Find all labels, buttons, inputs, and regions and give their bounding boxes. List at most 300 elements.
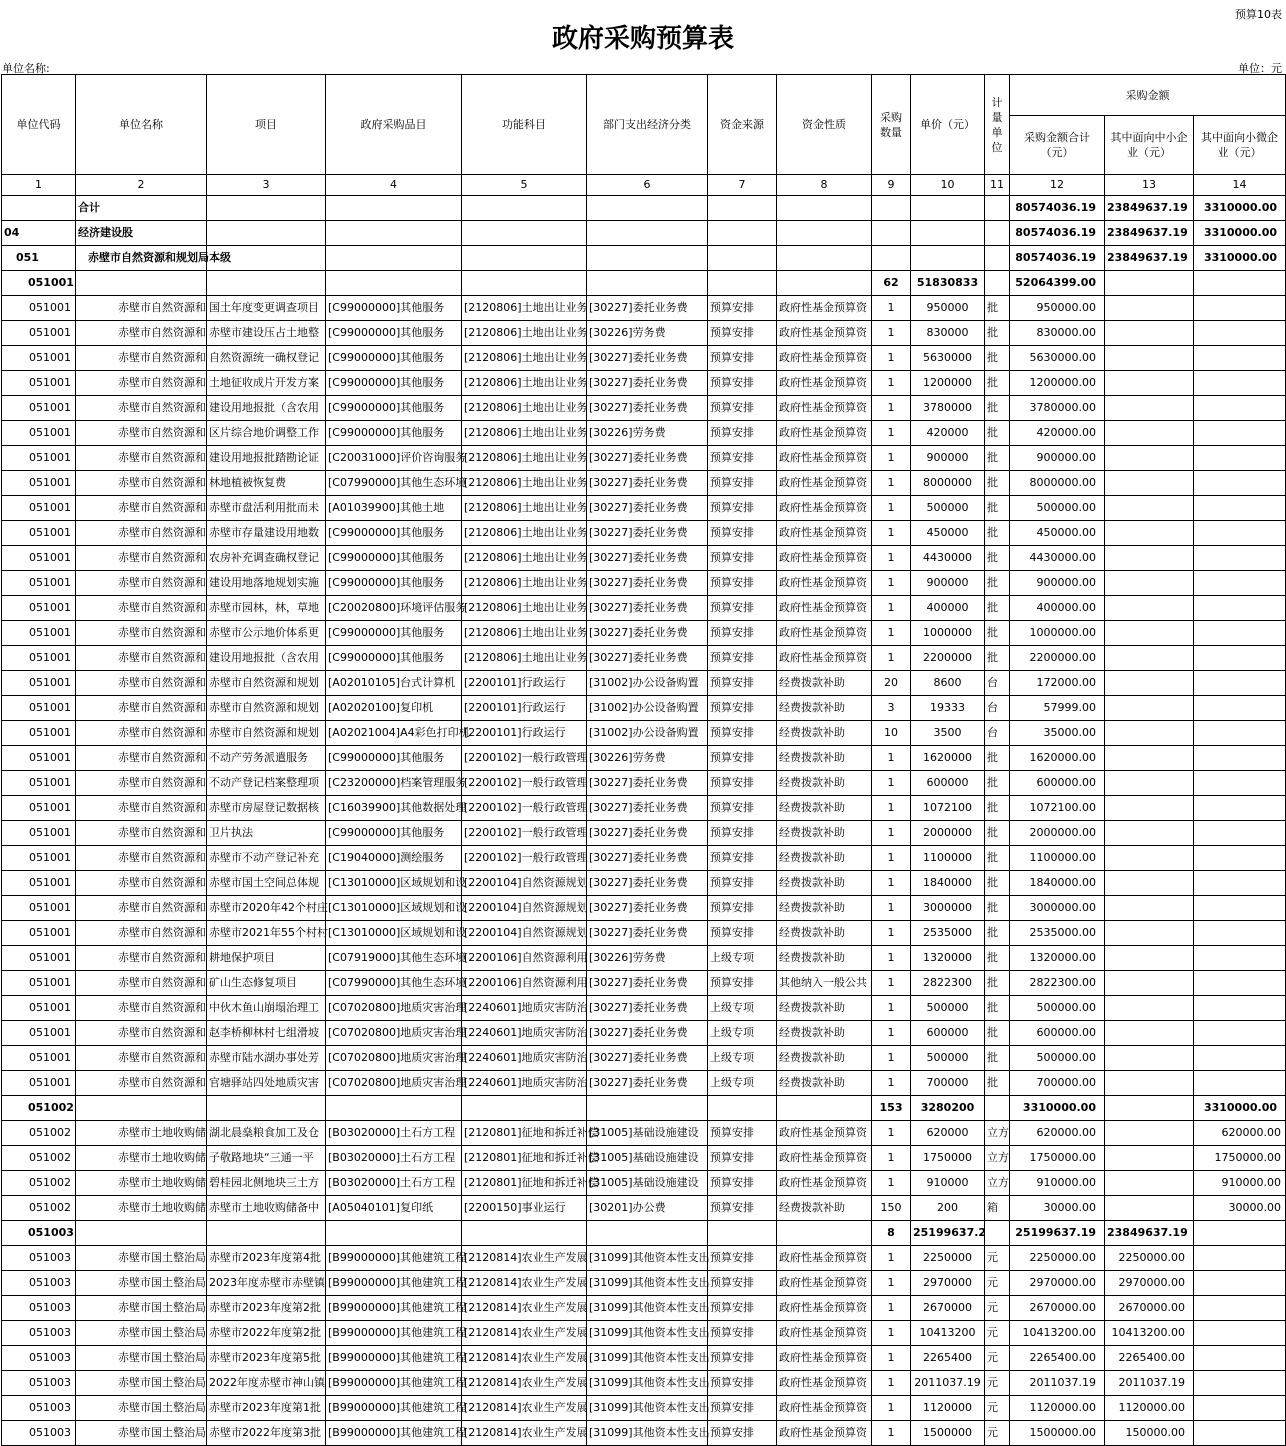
project-cell: 赤壁市公示地价体系更 xyxy=(207,621,326,646)
project-cell: 2022年度赤壁市神山镇 xyxy=(207,1371,326,1396)
amount-sme-cell: 10413200.00 xyxy=(1105,1321,1194,1346)
fund-source-cell: 预算安排 xyxy=(708,321,777,346)
econ-class-cell: [30227]委托业务费 xyxy=(587,446,708,471)
table-number-label: 预算10表 xyxy=(1235,8,1282,21)
qty-cell: 1 xyxy=(872,1246,911,1271)
func-subject-cell: [2120814]农业生产发展 xyxy=(462,1346,587,1371)
fund-nature-cell: 政府性基金预算资 xyxy=(777,1371,872,1396)
unit-code-cell: 051001 xyxy=(2,871,76,896)
econ-class-cell: [30227]委托业务费 xyxy=(587,821,708,846)
amount-total-cell: 5630000.00 xyxy=(1010,346,1105,371)
measure-cell: 批 xyxy=(985,396,1010,421)
amount-sme-cell xyxy=(1105,871,1194,896)
price-cell: 10413200 xyxy=(911,1321,985,1346)
amount-total-cell: 3310000.00 xyxy=(1010,1096,1105,1121)
amount-micro-cell xyxy=(1194,996,1286,1021)
table-row xyxy=(2,771,1286,796)
func-subject-cell: [2200104]自然资源规划 xyxy=(462,896,587,921)
table-row xyxy=(2,1246,1286,1271)
econ-class-cell: [30226]劳务费 xyxy=(587,946,708,971)
unit-code-cell: 051001 xyxy=(2,596,76,621)
amount-total-cell: 2822300.00 xyxy=(1010,971,1105,996)
empty-cell xyxy=(587,271,708,296)
qty-cell: 20 xyxy=(872,671,911,696)
amount-micro-cell xyxy=(1194,771,1286,796)
column-number: 14 xyxy=(1194,175,1286,196)
func-subject-cell: [2120806]土地出让业务 xyxy=(462,621,587,646)
econ-class-cell: [31005]基础设施建设 xyxy=(587,1171,708,1196)
func-subject-cell: [2120814]农业生产发展 xyxy=(462,1396,587,1421)
project-cell: 赤壁市2022年度第3批 xyxy=(207,1421,326,1446)
gov-item-cell: [C23200000]档案管理服务 xyxy=(326,771,462,796)
empty-cell xyxy=(462,196,587,221)
amount-sme-cell xyxy=(1105,1146,1194,1171)
econ-class-cell: [31005]基础设施建设 xyxy=(587,1146,708,1171)
amount-sme-cell xyxy=(1105,396,1194,421)
fund-nature-cell: 经费拨款补助 xyxy=(777,1046,872,1071)
amount-micro-cell xyxy=(1194,421,1286,446)
table-row xyxy=(2,696,1286,721)
qty-cell: 1 xyxy=(872,1346,911,1371)
measure-cell: 台 xyxy=(985,671,1010,696)
amount-total-cell: 900000.00 xyxy=(1010,446,1105,471)
func-subject-cell: [2120806]土地出让业务 xyxy=(462,646,587,671)
project-cell: 赤壁市建设压占土地整 xyxy=(207,321,326,346)
unit-code-cell: 051003 xyxy=(2,1346,76,1371)
qty-cell: 1 xyxy=(872,1021,911,1046)
empty-cell xyxy=(708,196,777,221)
price-cell: 1500000 xyxy=(911,1421,985,1446)
empty-cell xyxy=(462,271,587,296)
func-subject-cell: [2200150]事业运行 xyxy=(462,1196,587,1221)
project-cell: 自然资源统一确权登记 xyxy=(207,346,326,371)
fund-source-cell: 预算安排 xyxy=(708,721,777,746)
func-subject-cell: [2120806]土地出让业务 xyxy=(462,571,587,596)
project-cell: 建设用地报批踏勘论证 xyxy=(207,446,326,471)
amount-sme-cell xyxy=(1105,921,1194,946)
amount-micro-cell xyxy=(1194,596,1286,621)
project-cell: 碧桂园北侧地块三土方 xyxy=(207,1171,326,1196)
amount-sme-cell: 23849637.19 xyxy=(1105,1221,1194,1246)
amount-total-cell: 172000.00 xyxy=(1010,671,1105,696)
unit-code-cell: 051001 xyxy=(2,821,76,846)
amount-total-cell: 4430000.00 xyxy=(1010,546,1105,571)
empty-cell xyxy=(777,1221,872,1246)
gov-item-cell: [C99000000]其他服务 xyxy=(326,621,462,646)
measure-cell: 元 xyxy=(985,1246,1010,1271)
qty-cell: 1 xyxy=(872,1271,911,1296)
fund-source-cell: 预算安排 xyxy=(708,1371,777,1396)
project-cell: 赤壁市2021年55个村村 xyxy=(207,921,326,946)
price-cell: 1100000 xyxy=(911,846,985,871)
econ-class-cell: [30227]委托业务费 xyxy=(587,771,708,796)
func-subject-cell: [2120814]农业生产发展 xyxy=(462,1321,587,1346)
func-subject-cell: [2120814]农业生产发展 xyxy=(462,1421,587,1446)
amount-total-cell: 910000.00 xyxy=(1010,1171,1105,1196)
econ-class-cell: [30227]委托业务费 xyxy=(587,646,708,671)
price-cell: 900000 xyxy=(911,446,985,471)
measure-cell: 批 xyxy=(985,1071,1010,1096)
empty-cell xyxy=(985,271,1010,296)
fund-nature-cell: 政府性基金预算资 xyxy=(777,1146,872,1171)
project-cell: 卫片执法 xyxy=(207,821,326,846)
measure-cell: 立方 xyxy=(985,1146,1010,1171)
amount-total-cell: 620000.00 xyxy=(1010,1121,1105,1146)
project-cell: 赤壁市陆水湖办事处芳 xyxy=(207,1046,326,1071)
unit-name-cell: 赤壁市自然资源和 xyxy=(76,971,207,996)
summary-row xyxy=(2,221,1286,246)
unit-code-cell: 051001 xyxy=(2,646,76,671)
measure-cell: 批 xyxy=(985,921,1010,946)
project-cell: 林地植被恢复费 xyxy=(207,471,326,496)
empty-cell xyxy=(708,1221,777,1246)
fund-nature-cell: 政府性基金预算资 xyxy=(777,596,872,621)
column-number: 10 xyxy=(911,175,985,196)
empty-cell xyxy=(985,246,1010,271)
fund-source-cell: 预算安排 xyxy=(708,1171,777,1196)
empty-cell xyxy=(872,246,911,271)
unit-name-cell: 赤壁市自然资源和 xyxy=(76,496,207,521)
project-cell: 赤壁市2023年度第4批 xyxy=(207,1246,326,1271)
econ-class-cell: [31099]其他资本性支出 xyxy=(587,1421,708,1446)
price-cell: 3280200 xyxy=(911,1096,985,1121)
amount-micro-cell: 3310000.00 xyxy=(1194,1096,1286,1121)
fund-source-cell: 预算安排 xyxy=(708,846,777,871)
unit-name-cell: 合计 xyxy=(76,196,207,221)
qty-cell: 1 xyxy=(872,1046,911,1071)
project-cell: 赤壁市2022年度第2批 xyxy=(207,1321,326,1346)
fund-source-cell: 预算安排 xyxy=(708,771,777,796)
amount-micro-cell xyxy=(1194,296,1286,321)
qty-cell: 1 xyxy=(872,946,911,971)
fund-source-cell: 预算安排 xyxy=(708,546,777,571)
amount-sme-cell xyxy=(1105,296,1194,321)
qty-cell: 1 xyxy=(872,896,911,921)
price-cell: 2265400 xyxy=(911,1346,985,1371)
amount-micro-cell xyxy=(1194,896,1286,921)
unit-code-cell: 051001 xyxy=(2,271,76,296)
amount-sme-cell xyxy=(1105,646,1194,671)
unit-name-cell: 赤壁市自然资源和 xyxy=(76,821,207,846)
measure-cell: 批 xyxy=(985,296,1010,321)
project-cell: 赤壁市园林，林，草地 xyxy=(207,596,326,621)
amount-micro-cell xyxy=(1194,646,1286,671)
unit-code-cell: 051001 xyxy=(2,396,76,421)
fund-nature-cell: 政府性基金预算资 xyxy=(777,646,872,671)
unit-name-cell: 赤壁市自然资源和 xyxy=(76,571,207,596)
func-subject-cell: [2240601]地质灾害防治 xyxy=(462,1021,587,1046)
table-row xyxy=(2,746,1286,771)
econ-class-cell: [30227]委托业务费 xyxy=(587,596,708,621)
measure-cell: 立方 xyxy=(985,1121,1010,1146)
amount-sme-cell xyxy=(1105,621,1194,646)
fund-source-cell: 预算安排 xyxy=(708,1321,777,1346)
summary-row xyxy=(2,246,1286,271)
fund-nature-cell: 政府性基金预算资 xyxy=(777,396,872,421)
fund-source-cell: 预算安排 xyxy=(708,746,777,771)
header-fund-source: 资金来源 xyxy=(708,75,777,175)
fund-source-cell: 预算安排 xyxy=(708,1346,777,1371)
project-cell: 不动产劳务派遣服务 xyxy=(207,746,326,771)
func-subject-cell: [2120814]农业生产发展 xyxy=(462,1246,587,1271)
qty-cell: 1 xyxy=(872,1396,911,1421)
unit-name-cell: 赤壁市自然资源和 xyxy=(76,1071,207,1096)
header-unit-code: 单位代码 xyxy=(2,75,76,175)
fund-source-cell: 预算安排 xyxy=(708,1146,777,1171)
unit-name-cell: 赤壁市自然资源和 xyxy=(76,421,207,446)
unit-code-cell: 051001 xyxy=(2,996,76,1021)
table-row xyxy=(2,871,1286,896)
amount-micro-cell xyxy=(1194,1371,1286,1396)
project-cell: 矿山生态修复项目 xyxy=(207,971,326,996)
column-number: 3 xyxy=(207,175,326,196)
qty-cell: 1 xyxy=(872,346,911,371)
unit-code-cell: 051003 xyxy=(2,1271,76,1296)
price-cell: 8600 xyxy=(911,671,985,696)
unit-name-cell: 赤壁市自然资源和 xyxy=(76,296,207,321)
amount-micro-cell xyxy=(1194,796,1286,821)
amount-total-cell: 1500000.00 xyxy=(1010,1421,1105,1446)
measure-cell: 批 xyxy=(985,621,1010,646)
amount-sme-cell xyxy=(1105,496,1194,521)
project-cell: 赤壁市2023年度第2批 xyxy=(207,1296,326,1321)
price-cell: 1120000 xyxy=(911,1396,985,1421)
price-cell: 2535000 xyxy=(911,921,985,946)
fund-nature-cell: 经费拨款补助 xyxy=(777,896,872,921)
amount-total-cell: 2670000.00 xyxy=(1010,1296,1105,1321)
fund-source-cell: 预算安排 xyxy=(708,621,777,646)
amount-micro-cell xyxy=(1194,621,1286,646)
measure-cell: 批 xyxy=(985,871,1010,896)
fund-source-cell: 预算安排 xyxy=(708,1196,777,1221)
qty-cell: 1 xyxy=(872,1171,911,1196)
amount-total-cell: 500000.00 xyxy=(1010,496,1105,521)
measure-cell: 元 xyxy=(985,1271,1010,1296)
econ-class-cell: [30227]委托业务费 xyxy=(587,521,708,546)
table-row xyxy=(2,296,1286,321)
amount-sme-cell xyxy=(1105,421,1194,446)
unit-code-cell: 051001 xyxy=(2,721,76,746)
empty-cell xyxy=(777,246,872,271)
fund-source-cell: 上级专项 xyxy=(708,1021,777,1046)
unit-code-cell: 051002 xyxy=(2,1096,76,1121)
gov-item-cell: [C99000000]其他服务 xyxy=(326,746,462,771)
measure-cell: 元 xyxy=(985,1296,1010,1321)
amount-sme-cell xyxy=(1105,746,1194,771)
header-gov-item: 政府采购品目 xyxy=(326,75,462,175)
unit-name-cell: 赤壁市自然资源和 xyxy=(76,846,207,871)
fund-nature-cell: 政府性基金预算资 xyxy=(777,296,872,321)
empty-cell xyxy=(872,221,911,246)
fund-source-cell: 预算安排 xyxy=(708,1121,777,1146)
unit-code-cell: 051002 xyxy=(2,1121,76,1146)
func-subject-cell: [2200102]一般行政管理 xyxy=(462,746,587,771)
table-row xyxy=(2,321,1286,346)
price-cell: 700000 xyxy=(911,1071,985,1096)
unit-code-cell: 051001 xyxy=(2,571,76,596)
fund-nature-cell: 经费拨款补助 xyxy=(777,921,872,946)
price-cell: 3500 xyxy=(911,721,985,746)
unit-name-cell: 赤壁市自然资源和 xyxy=(76,396,207,421)
price-cell: 2011037.19 xyxy=(911,1371,985,1396)
table-row xyxy=(2,421,1286,446)
project-cell: 官塘驿站四处地质灾害 xyxy=(207,1071,326,1096)
header-amount-sme: 其中面向中小企业（元） xyxy=(1105,116,1194,175)
fund-nature-cell: 经费拨款补助 xyxy=(777,771,872,796)
price-cell: 830000 xyxy=(911,321,985,346)
column-number-row xyxy=(2,175,1286,196)
unit-code-cell: 051001 xyxy=(2,671,76,696)
fund-source-cell: 预算安排 xyxy=(708,971,777,996)
empty-cell xyxy=(708,246,777,271)
column-number: 11 xyxy=(985,175,1010,196)
table-row xyxy=(2,1121,1286,1146)
fund-source-cell: 预算安排 xyxy=(708,1396,777,1421)
empty-cell xyxy=(911,246,985,271)
amount-micro-cell xyxy=(1194,946,1286,971)
project-cell: 赤壁市土地收购储备中 xyxy=(207,1196,326,1221)
table-row xyxy=(2,996,1286,1021)
unit-name-cell: 赤壁市国土整治局 xyxy=(76,1296,207,1321)
empty-cell xyxy=(462,1096,587,1121)
func-subject-cell: [2120806]土地出让业务 xyxy=(462,446,587,471)
func-subject-cell: [2200102]一般行政管理 xyxy=(462,771,587,796)
fund-nature-cell: 经费拨款补助 xyxy=(777,821,872,846)
econ-class-cell: [31005]基础设施建设 xyxy=(587,1121,708,1146)
measure-cell: 批 xyxy=(985,546,1010,571)
fund-nature-cell: 经费拨款补助 xyxy=(777,1196,872,1221)
table-row xyxy=(2,371,1286,396)
qty-cell: 1 xyxy=(872,296,911,321)
gov-item-cell: [C13010000]区域规划和设 xyxy=(326,921,462,946)
fund-nature-cell: 政府性基金预算资 xyxy=(777,1271,872,1296)
fund-source-cell: 预算安排 xyxy=(708,346,777,371)
gov-item-cell: [B03020000]土石方工程 xyxy=(326,1146,462,1171)
page-title: 政府采购预算表 xyxy=(551,24,734,54)
price-cell: 4430000 xyxy=(911,546,985,571)
gov-item-cell: [B99000000]其他建筑工程 xyxy=(326,1246,462,1271)
unit-name-cell: 赤壁市国土整治局 xyxy=(76,1321,207,1346)
column-number: 4 xyxy=(326,175,462,196)
econ-class-cell: [30227]委托业务费 xyxy=(587,1071,708,1096)
budget-table xyxy=(1,74,1286,1446)
price-cell: 3000000 xyxy=(911,896,985,921)
unit-code-cell: 051003 xyxy=(2,1296,76,1321)
gov-item-cell: [C99000000]其他服务 xyxy=(326,396,462,421)
empty-cell xyxy=(985,196,1010,221)
fund-nature-cell: 政府性基金预算资 xyxy=(777,1346,872,1371)
amount-sme-cell xyxy=(1105,1021,1194,1046)
amount-sme-cell xyxy=(1105,1071,1194,1096)
econ-class-cell: [30226]劳务费 xyxy=(587,746,708,771)
header-amount-group: 采购金额 xyxy=(1010,75,1286,116)
project-cell: 耕地保护项目 xyxy=(207,946,326,971)
empty-cell xyxy=(207,196,326,221)
func-subject-cell: [2120806]土地出让业务 xyxy=(462,596,587,621)
fund-nature-cell: 经费拨款补助 xyxy=(777,721,872,746)
unit-name-cell: 经济建设股 xyxy=(76,221,207,246)
empty-cell xyxy=(777,221,872,246)
price-cell: 1620000 xyxy=(911,746,985,771)
func-subject-cell: [2120806]土地出让业务 xyxy=(462,496,587,521)
econ-class-cell: [30227]委托业务费 xyxy=(587,471,708,496)
amount-total-cell: 2535000.00 xyxy=(1010,921,1105,946)
fund-source-cell: 预算安排 xyxy=(708,1296,777,1321)
fund-nature-cell: 经费拨款补助 xyxy=(777,996,872,1021)
measure-cell: 批 xyxy=(985,996,1010,1021)
table-row xyxy=(2,1396,1286,1421)
fund-nature-cell: 政府性基金预算资 xyxy=(777,1321,872,1346)
empty-cell xyxy=(587,221,708,246)
table-body xyxy=(2,175,1286,1446)
amount-sme-cell xyxy=(1105,771,1194,796)
table-row xyxy=(2,396,1286,421)
qty-cell: 1 xyxy=(872,496,911,521)
amount-micro-cell xyxy=(1194,1071,1286,1096)
gov-item-cell: [C13010000]区域规划和设 xyxy=(326,896,462,921)
fund-source-cell: 预算安排 xyxy=(708,446,777,471)
func-subject-cell: [2200104]自然资源规划 xyxy=(462,921,587,946)
amount-total-cell: 30000.00 xyxy=(1010,1196,1105,1221)
group-row xyxy=(2,1096,1286,1121)
fund-source-cell: 预算安排 xyxy=(708,1421,777,1446)
func-subject-cell: [2200101]行政运行 xyxy=(462,721,587,746)
empty-cell xyxy=(985,1096,1010,1121)
qty-cell: 1 xyxy=(872,446,911,471)
table-row xyxy=(2,1296,1286,1321)
measure-cell: 批 xyxy=(985,1021,1010,1046)
gov-item-cell: [B99000000]其他建筑工程 xyxy=(326,1346,462,1371)
amount-sme-cell xyxy=(1105,596,1194,621)
qty-cell: 1 xyxy=(872,796,911,821)
price-cell: 8000000 xyxy=(911,471,985,496)
price-cell: 51830833 xyxy=(911,271,985,296)
amount-sme-cell: 2265400.00 xyxy=(1105,1346,1194,1371)
table-row xyxy=(2,1196,1286,1221)
func-subject-cell: [2200106]自然资源利用 xyxy=(462,946,587,971)
gov-item-cell: [C07020800]地质灾害治理 xyxy=(326,1021,462,1046)
amount-micro-cell xyxy=(1194,471,1286,496)
fund-nature-cell: 其他纳入一般公共 xyxy=(777,971,872,996)
header-amount-total: 采购金额合计（元） xyxy=(1010,116,1105,175)
amount-micro-cell: 620000.00 xyxy=(1194,1121,1286,1146)
project-cell: 赤壁市自然资源和规划 xyxy=(207,696,326,721)
empty-cell xyxy=(207,271,326,296)
amount-micro-cell: 30000.00 xyxy=(1194,1196,1286,1221)
amount-micro-cell xyxy=(1194,671,1286,696)
func-subject-cell: [2120806]土地出让业务 xyxy=(462,471,587,496)
table-row xyxy=(2,1071,1286,1096)
table-row xyxy=(2,1171,1286,1196)
gov-item-cell: [A02010105]台式计算机 xyxy=(326,671,462,696)
unit-code-cell: 051002 xyxy=(2,1196,76,1221)
amount-sme-cell xyxy=(1105,446,1194,471)
func-subject-cell: [2120806]土地出让业务 xyxy=(462,396,587,421)
unit-name-cell: 赤壁市自然资源和 xyxy=(76,596,207,621)
amount-total-cell: 2250000.00 xyxy=(1010,1246,1105,1271)
project-cell: 赤壁市2023年度第5批 xyxy=(207,1346,326,1371)
amount-micro-cell xyxy=(1194,371,1286,396)
column-number: 6 xyxy=(587,175,708,196)
fund-nature-cell: 政府性基金预算资 xyxy=(777,371,872,396)
amount-total-cell: 600000.00 xyxy=(1010,771,1105,796)
table-row xyxy=(2,846,1286,871)
project-cell: 赤壁市2020年42个村庄 xyxy=(207,896,326,921)
amount-sme-cell xyxy=(1105,271,1194,296)
project-cell: 2023年度赤壁市赤壁镇 xyxy=(207,1271,326,1296)
econ-class-cell: [31099]其他资本性支出 xyxy=(587,1346,708,1371)
amount-total-cell: 2970000.00 xyxy=(1010,1271,1105,1296)
